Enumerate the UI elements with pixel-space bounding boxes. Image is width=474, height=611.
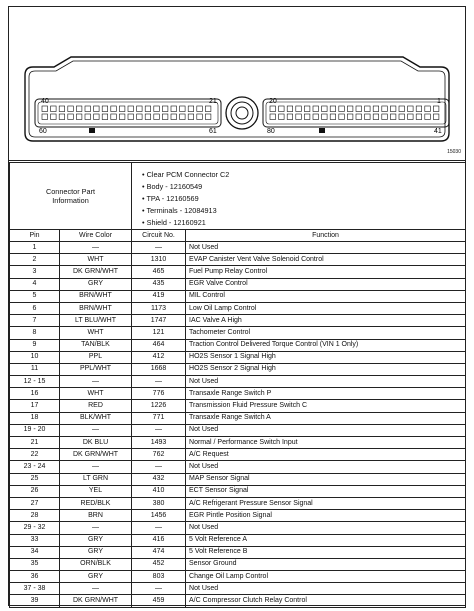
pin-cell: 39	[10, 595, 60, 607]
pin-cavity	[339, 114, 345, 120]
circuit-cell: 435	[132, 278, 186, 290]
table-row	[10, 571, 466, 583]
pin-cavity	[365, 106, 371, 112]
circuit-cell: 464	[132, 339, 186, 351]
table-row	[10, 558, 466, 570]
function-cell: EGR Valve Control	[186, 278, 466, 290]
table-row	[10, 242, 466, 254]
wire-color-cell: GRY	[60, 546, 132, 558]
circuit-cell: 380	[132, 497, 186, 509]
function-cell: 5 Volt Reference A	[186, 534, 466, 546]
pin-cavity	[330, 114, 336, 120]
table-row	[10, 485, 466, 497]
function-cell: Traction Control Delivered Torque Control (VIN 1 Only)	[186, 339, 466, 351]
pin-cavity	[162, 106, 168, 112]
circuit-cell: 410	[132, 485, 186, 497]
pin-cavity	[162, 114, 168, 120]
function-cell: Transaxle Range Switch A	[186, 412, 466, 424]
pin-cavity	[119, 114, 125, 120]
info-item: • Terminals - 12084913	[142, 205, 465, 217]
pin-cavity	[347, 114, 353, 120]
table-row	[10, 376, 466, 388]
info-item: • Clear PCM Connector C2	[142, 169, 465, 181]
table-row	[10, 315, 466, 327]
function-cell: Sensor Ground	[186, 558, 466, 570]
pin-cell: 17	[10, 400, 60, 412]
circuit-cell: 432	[132, 473, 186, 485]
circuit-cell: —	[132, 461, 186, 473]
pin-cavity	[85, 106, 91, 112]
pin-cavity	[356, 106, 362, 112]
table-row	[10, 473, 466, 485]
table-row	[10, 461, 466, 473]
function-cell: Not Used	[186, 376, 466, 388]
pin-cell: 37 - 38	[10, 583, 60, 595]
pin-cavity	[188, 114, 194, 120]
function-cell: A/C Request	[186, 449, 466, 461]
pin-cell: 36	[10, 571, 60, 583]
table-row	[10, 266, 466, 278]
wire-color-cell: —	[60, 376, 132, 388]
pin-cavity	[171, 114, 177, 120]
table-row	[10, 583, 466, 595]
pin-cavity	[128, 114, 134, 120]
pin-cavity	[399, 114, 405, 120]
circuit-cell: 1747	[132, 315, 186, 327]
pin-cavity	[85, 114, 91, 120]
pin-cavity	[279, 114, 285, 120]
pin-cell: 19 - 20	[10, 424, 60, 436]
pin-cell: 11	[10, 363, 60, 375]
wire-color-cell: RED/BLK	[60, 497, 132, 509]
table-row	[10, 363, 466, 375]
pin-cavity	[270, 106, 276, 112]
pin-cavity	[373, 114, 379, 120]
pin-cavity	[382, 114, 388, 120]
circuit-cell: 474	[132, 546, 186, 558]
pin-label-61: 61	[209, 128, 217, 135]
pin-cavity	[390, 114, 396, 120]
circuit-cell: —	[132, 424, 186, 436]
circuit-cell: 459	[132, 595, 186, 607]
circuit-cell: 1310	[132, 254, 186, 266]
pin-cavity	[102, 114, 108, 120]
pin-cavity	[408, 106, 414, 112]
table-row	[10, 497, 466, 509]
circuit-cell: 1668	[132, 363, 186, 375]
pin-cell: 22	[10, 449, 60, 461]
table-row	[10, 437, 466, 449]
table-row	[10, 534, 466, 546]
function-cell: Tachometer Control	[186, 327, 466, 339]
wire-color-cell: WHT	[60, 254, 132, 266]
function-cell: Not Used	[186, 242, 466, 254]
pin-cell: 4	[10, 278, 60, 290]
pin-cavity	[94, 106, 100, 112]
circuit-cell: 412	[132, 351, 186, 363]
pin-cell: 26	[10, 485, 60, 497]
table-row	[10, 424, 466, 436]
pin-cavity	[197, 114, 203, 120]
pin-cavity	[347, 106, 353, 112]
pin-cell: 18	[10, 412, 60, 424]
circuit-cell: 762	[132, 449, 186, 461]
key-tab-right	[319, 128, 325, 133]
pin-cavity	[42, 106, 48, 112]
wire-color-cell: DK GRN/WHT	[60, 595, 132, 607]
pin-cavity	[145, 106, 151, 112]
pin-cell: 10	[10, 351, 60, 363]
table-row	[10, 302, 466, 314]
pin-cavity	[373, 106, 379, 112]
info-item: • Shield - 12160921	[142, 217, 465, 229]
pin-cavity	[119, 106, 125, 112]
figure-number: 15030	[447, 149, 461, 155]
pin-cavity	[59, 114, 64, 120]
circuit-cell: —	[132, 376, 186, 388]
wire-color-cell: DK GRN/WHT	[60, 449, 132, 461]
pin-cavity	[180, 106, 186, 112]
function-cell: A/C Compressor Clutch Relay Control	[186, 595, 466, 607]
pin-cavity	[188, 106, 194, 112]
circuit-cell: 452	[132, 558, 186, 570]
connector-part-info-label	[10, 163, 132, 230]
pin-cell: 8	[10, 327, 60, 339]
wire-color-cell: GRY	[60, 534, 132, 546]
pin-cavity	[296, 106, 302, 112]
pin-cavity	[313, 114, 319, 120]
function-cell: Not Used	[186, 461, 466, 473]
pin-cavity	[205, 114, 211, 120]
info-item: • TPA - 12160569	[142, 193, 465, 205]
circuit-cell: 1173	[132, 302, 186, 314]
wire-color-cell: BRN/WHT	[60, 290, 132, 302]
pin-cavity	[111, 114, 117, 120]
pin-cavity	[59, 106, 64, 112]
connector-illustration	[9, 7, 465, 161]
function-cell: Change Oil Lamp Control	[186, 571, 466, 583]
pin-cell: 28	[10, 510, 60, 522]
wire-color-cell: WHT	[60, 327, 132, 339]
table-row	[10, 339, 466, 351]
function-cell: HO2S Sensor 2 Signal High	[186, 363, 466, 375]
pin-cavity	[408, 114, 414, 120]
table-row	[10, 290, 466, 302]
pin-cavity	[356, 114, 362, 120]
circuit-cell: 771	[132, 412, 186, 424]
pin-cavity	[399, 106, 405, 112]
pin-cell: 21	[10, 437, 60, 449]
function-cell: Low Oil Lamp Control	[186, 302, 466, 314]
wire-color-cell: GRY	[60, 278, 132, 290]
table-row	[10, 400, 466, 412]
pin-cavity	[68, 106, 74, 112]
pin-cell: 3	[10, 266, 60, 278]
pin-label-20: 20	[269, 98, 277, 105]
wire-color-cell: GRY	[60, 571, 132, 583]
key-tab-left	[89, 128, 95, 133]
pin-cavity	[137, 114, 143, 120]
wire-color-cell: BRN/WHT	[60, 302, 132, 314]
wire-color-cell: PPL/WHT	[60, 363, 132, 375]
wire-color-cell: ORN/BLK	[60, 558, 132, 570]
pin-cell: 6	[10, 302, 60, 314]
connector-part-info-list	[132, 163, 466, 230]
pin-label-60: 60	[39, 128, 47, 135]
pin-cavity	[365, 114, 371, 120]
wire-color-cell: WHT	[60, 388, 132, 400]
function-cell: Not Used	[186, 583, 466, 595]
circuit-cell: 776	[132, 388, 186, 400]
pin-cavity	[304, 106, 310, 112]
pin-cavity	[197, 106, 203, 112]
circuit-cell: —	[132, 522, 186, 534]
pin-cavity	[76, 106, 82, 112]
pin-cavity	[94, 114, 100, 120]
pin-cavity	[330, 106, 336, 112]
wire-color-cell: RED	[60, 400, 132, 412]
table-row	[10, 449, 466, 461]
table-row	[10, 327, 466, 339]
pin-cavity	[322, 106, 328, 112]
wire-color-cell: YEL	[60, 485, 132, 497]
pin-cavity	[205, 106, 211, 112]
function-cell: IAC Valve A High	[186, 315, 466, 327]
pin-cavity	[416, 106, 422, 112]
header-function: Function	[186, 230, 466, 242]
function-cell: 5 Volt Reference B	[186, 546, 466, 558]
connector-document	[8, 6, 466, 606]
circuit-cell: —	[132, 242, 186, 254]
pin-cavity	[51, 114, 57, 120]
pin-cavity	[279, 106, 285, 112]
circuit-cell: 419	[132, 290, 186, 302]
pin-cavity	[433, 114, 439, 120]
header-circuit-no: Circuit No.	[132, 230, 186, 242]
function-cell: EVAP Canister Vent Valve Solenoid Control	[186, 254, 466, 266]
function-cell: Normal / Performance Switch Input	[186, 437, 466, 449]
pin-label-40: 40	[41, 98, 49, 105]
circuit-cell: 1226	[132, 400, 186, 412]
pin-cavity	[102, 106, 108, 112]
wire-color-cell: BLK/WHT	[60, 412, 132, 424]
pin-cavity	[390, 106, 396, 112]
pin-cavity	[145, 114, 151, 120]
pin-cell: 33	[10, 534, 60, 546]
pinout-table	[9, 162, 466, 608]
function-cell: Transaxle Range Switch P	[186, 388, 466, 400]
function-cell: Transmission Fluid Pressure Switch C	[186, 400, 466, 412]
info-label-line1: Connector Part	[45, 187, 96, 196]
pin-cell: 16	[10, 388, 60, 400]
connector-drawing	[9, 7, 465, 161]
pin-label-1: 1	[437, 98, 441, 105]
pin-cavity	[425, 106, 431, 112]
table-row	[10, 522, 466, 534]
wire-color-cell: LT GRN	[60, 473, 132, 485]
pin-cavity	[270, 114, 276, 120]
table-row	[10, 595, 466, 607]
pin-cell: 2	[10, 254, 60, 266]
pin-cell: 9	[10, 339, 60, 351]
pin-cavity	[433, 106, 439, 112]
circuit-cell: 803	[132, 571, 186, 583]
table-row	[10, 388, 466, 400]
pin-cell: 1	[10, 242, 60, 254]
pin-cavity	[51, 106, 57, 112]
pin-cavity	[296, 114, 302, 120]
function-cell: Fuel Pump Relay Control	[186, 266, 466, 278]
pin-cavity	[313, 106, 319, 112]
table-row	[10, 412, 466, 424]
pin-cell: 12 - 15	[10, 376, 60, 388]
function-cell: Not Used	[186, 424, 466, 436]
circuit-cell: —	[132, 583, 186, 595]
wire-color-cell: LT BLU/WHT	[60, 315, 132, 327]
wire-color-cell: BRN	[60, 510, 132, 522]
pin-cavity	[287, 106, 293, 112]
info-label-line2: Information	[52, 196, 89, 205]
pin-cavity	[42, 114, 48, 120]
pin-cavity	[137, 106, 143, 112]
function-cell: A/C Refrigerant Pressure Sensor Signal	[186, 497, 466, 509]
header-wire-color: Wire Color	[60, 230, 132, 242]
pin-cavity	[111, 106, 117, 112]
pin-cavity	[304, 114, 310, 120]
pin-cavity	[339, 106, 345, 112]
pin-cavity	[416, 114, 422, 120]
function-cell: EGR Pintle Position Signal	[186, 510, 466, 522]
pin-label-21: 21	[209, 98, 217, 105]
pin-cavity	[76, 114, 82, 120]
table-header-row	[10, 230, 466, 242]
header-pin: Pin	[10, 230, 60, 242]
table-row	[10, 254, 466, 266]
pin-cavity	[180, 114, 186, 120]
wire-color-cell: DK BLU	[60, 437, 132, 449]
circuit-cell: 465	[132, 266, 186, 278]
pin-cavity	[68, 114, 74, 120]
circuit-cell: 1456	[132, 510, 186, 522]
pin-cavity	[425, 114, 431, 120]
pin-cavity	[287, 114, 293, 120]
circuit-cell: 416	[132, 534, 186, 546]
circuit-cell: 121	[132, 327, 186, 339]
table-row	[10, 351, 466, 363]
table-row	[10, 510, 466, 522]
pin-cell: 23 - 24	[10, 461, 60, 473]
function-cell: Not Used	[186, 522, 466, 534]
circuit-cell: 1493	[132, 437, 186, 449]
pin-cavity	[322, 114, 328, 120]
pin-cell: 34	[10, 546, 60, 558]
wire-color-cell: —	[60, 461, 132, 473]
wire-color-cell: TAN/BLK	[60, 339, 132, 351]
wire-color-cell: PPL	[60, 351, 132, 363]
pin-label-41: 41	[434, 128, 442, 135]
table-row	[10, 278, 466, 290]
pin-cavity	[382, 106, 388, 112]
pin-cell: 7	[10, 315, 60, 327]
pin-cavity	[154, 114, 160, 120]
pin-cell: 5	[10, 290, 60, 302]
pin-cell: 25	[10, 473, 60, 485]
pin-cavity	[171, 106, 177, 112]
function-cell: ECT Sensor Signal	[186, 485, 466, 497]
pin-label-80: 80	[267, 128, 275, 135]
function-cell: HO2S Sensor 1 Signal High	[186, 351, 466, 363]
wire-color-cell: —	[60, 522, 132, 534]
pin-cavity	[154, 106, 160, 112]
function-cell: MAP Sensor Signal	[186, 473, 466, 485]
function-cell: MIL Control	[186, 290, 466, 302]
info-item: • Body - 12160549	[142, 181, 465, 193]
wire-color-cell: —	[60, 583, 132, 595]
connector-info-row	[10, 163, 466, 230]
pin-cell: 27	[10, 497, 60, 509]
pin-cell: 29 - 32	[10, 522, 60, 534]
pin-cavity	[128, 106, 134, 112]
table-row	[10, 546, 466, 558]
wire-color-cell: DK GRN/WHT	[60, 266, 132, 278]
wire-color-cell: —	[60, 242, 132, 254]
wire-color-cell: —	[60, 424, 132, 436]
pin-cell: 35	[10, 558, 60, 570]
